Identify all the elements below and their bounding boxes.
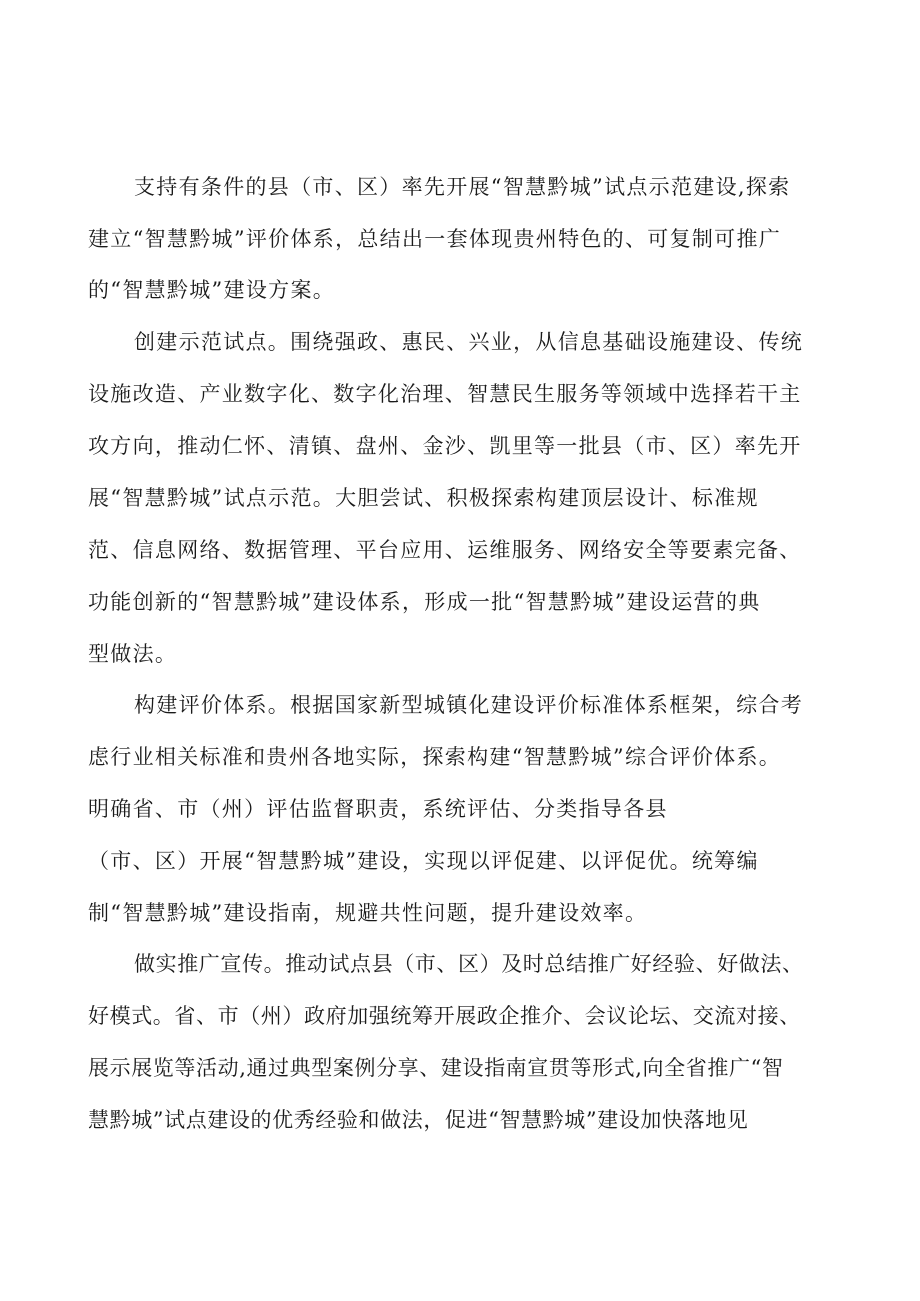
paragraph-2-line-6: 功能创新的“智慧黔城”建设体系，形成一批“智慧黔城”建设运营的典 [88,590,761,614]
paragraph-2-line-2: 设施改造、产业数字化、数字化治理、智慧民生服务等领域中选择若干主 [88,382,802,406]
paragraph-3-line-5: 制“智慧黔城”建设指南，规避共性问题，提升建设效率。 [88,901,648,925]
paragraph-4-line-2: 好模式。省、市（州）政府加强统筹开展政企推介、会议论坛、交流对接、 [88,1004,801,1028]
paragraph-2-line-5: 范、信息网络、数据管理、平台应用、运维服务、网络安全等要素完备、 [88,538,802,562]
paragraph-1-line-1: 支持有条件的县（市、区）率先开展“智慧黔城”试点示范建设,探索 [134,175,791,199]
paragraph-3-line-2: 虑行业相关标准和贵州各地实际，探索构建“智慧黔城”综合评价体系。 [88,745,782,769]
paragraph-4-line-3: 展示展览等活动,通过典型案例分享、建设指南宣贯等形式,向全省推广“智 [88,1056,784,1080]
paragraph-2-line-7: 型做法。 [88,642,178,666]
paragraph-3-line-4: （市、区）开展“智慧黔城”建设，实现以评促建、以评促优。统筹编 [88,849,759,873]
paragraph-2-line-1: 创建示范试点。围绕强政、惠民、兴业，从信息基础设施建设、传统 [134,330,803,354]
paragraph-4-line-4: 慧黔城”试点建设的优秀经验和做法，促进“智慧黔城”建设加快落地见 [88,1108,749,1132]
paragraph-1-line-2: 建立“智慧黔城”评价体系，总结出一套体现贵州特色的、可复制可推广 [88,227,782,251]
paragraph-4-line-1: 做实推广宣传。推动试点县（市、区）及时总结推广好经验、好做法、 [134,952,804,976]
paragraph-2-line-3: 攻方向，推动仁怀、清镇、盘州、金沙、凯里等一批县（市、区）率先开 [88,434,802,458]
paragraph-3-line-1: 构建评价体系。根据国家新型城镇化建设评价标准体系框架，综合考 [134,693,803,717]
paragraph-1-line-3: 的“智慧黔城”建设方案。 [88,278,336,302]
paragraph-3-line-3: 明确省、市（州）评估监督职责，系统评估、分类指导各县 [88,797,668,821]
paragraph-2-line-4: 展“智慧黔城”试点示范。大胆尝试、积极探索构建顶层设计、标准规 [88,486,759,510]
